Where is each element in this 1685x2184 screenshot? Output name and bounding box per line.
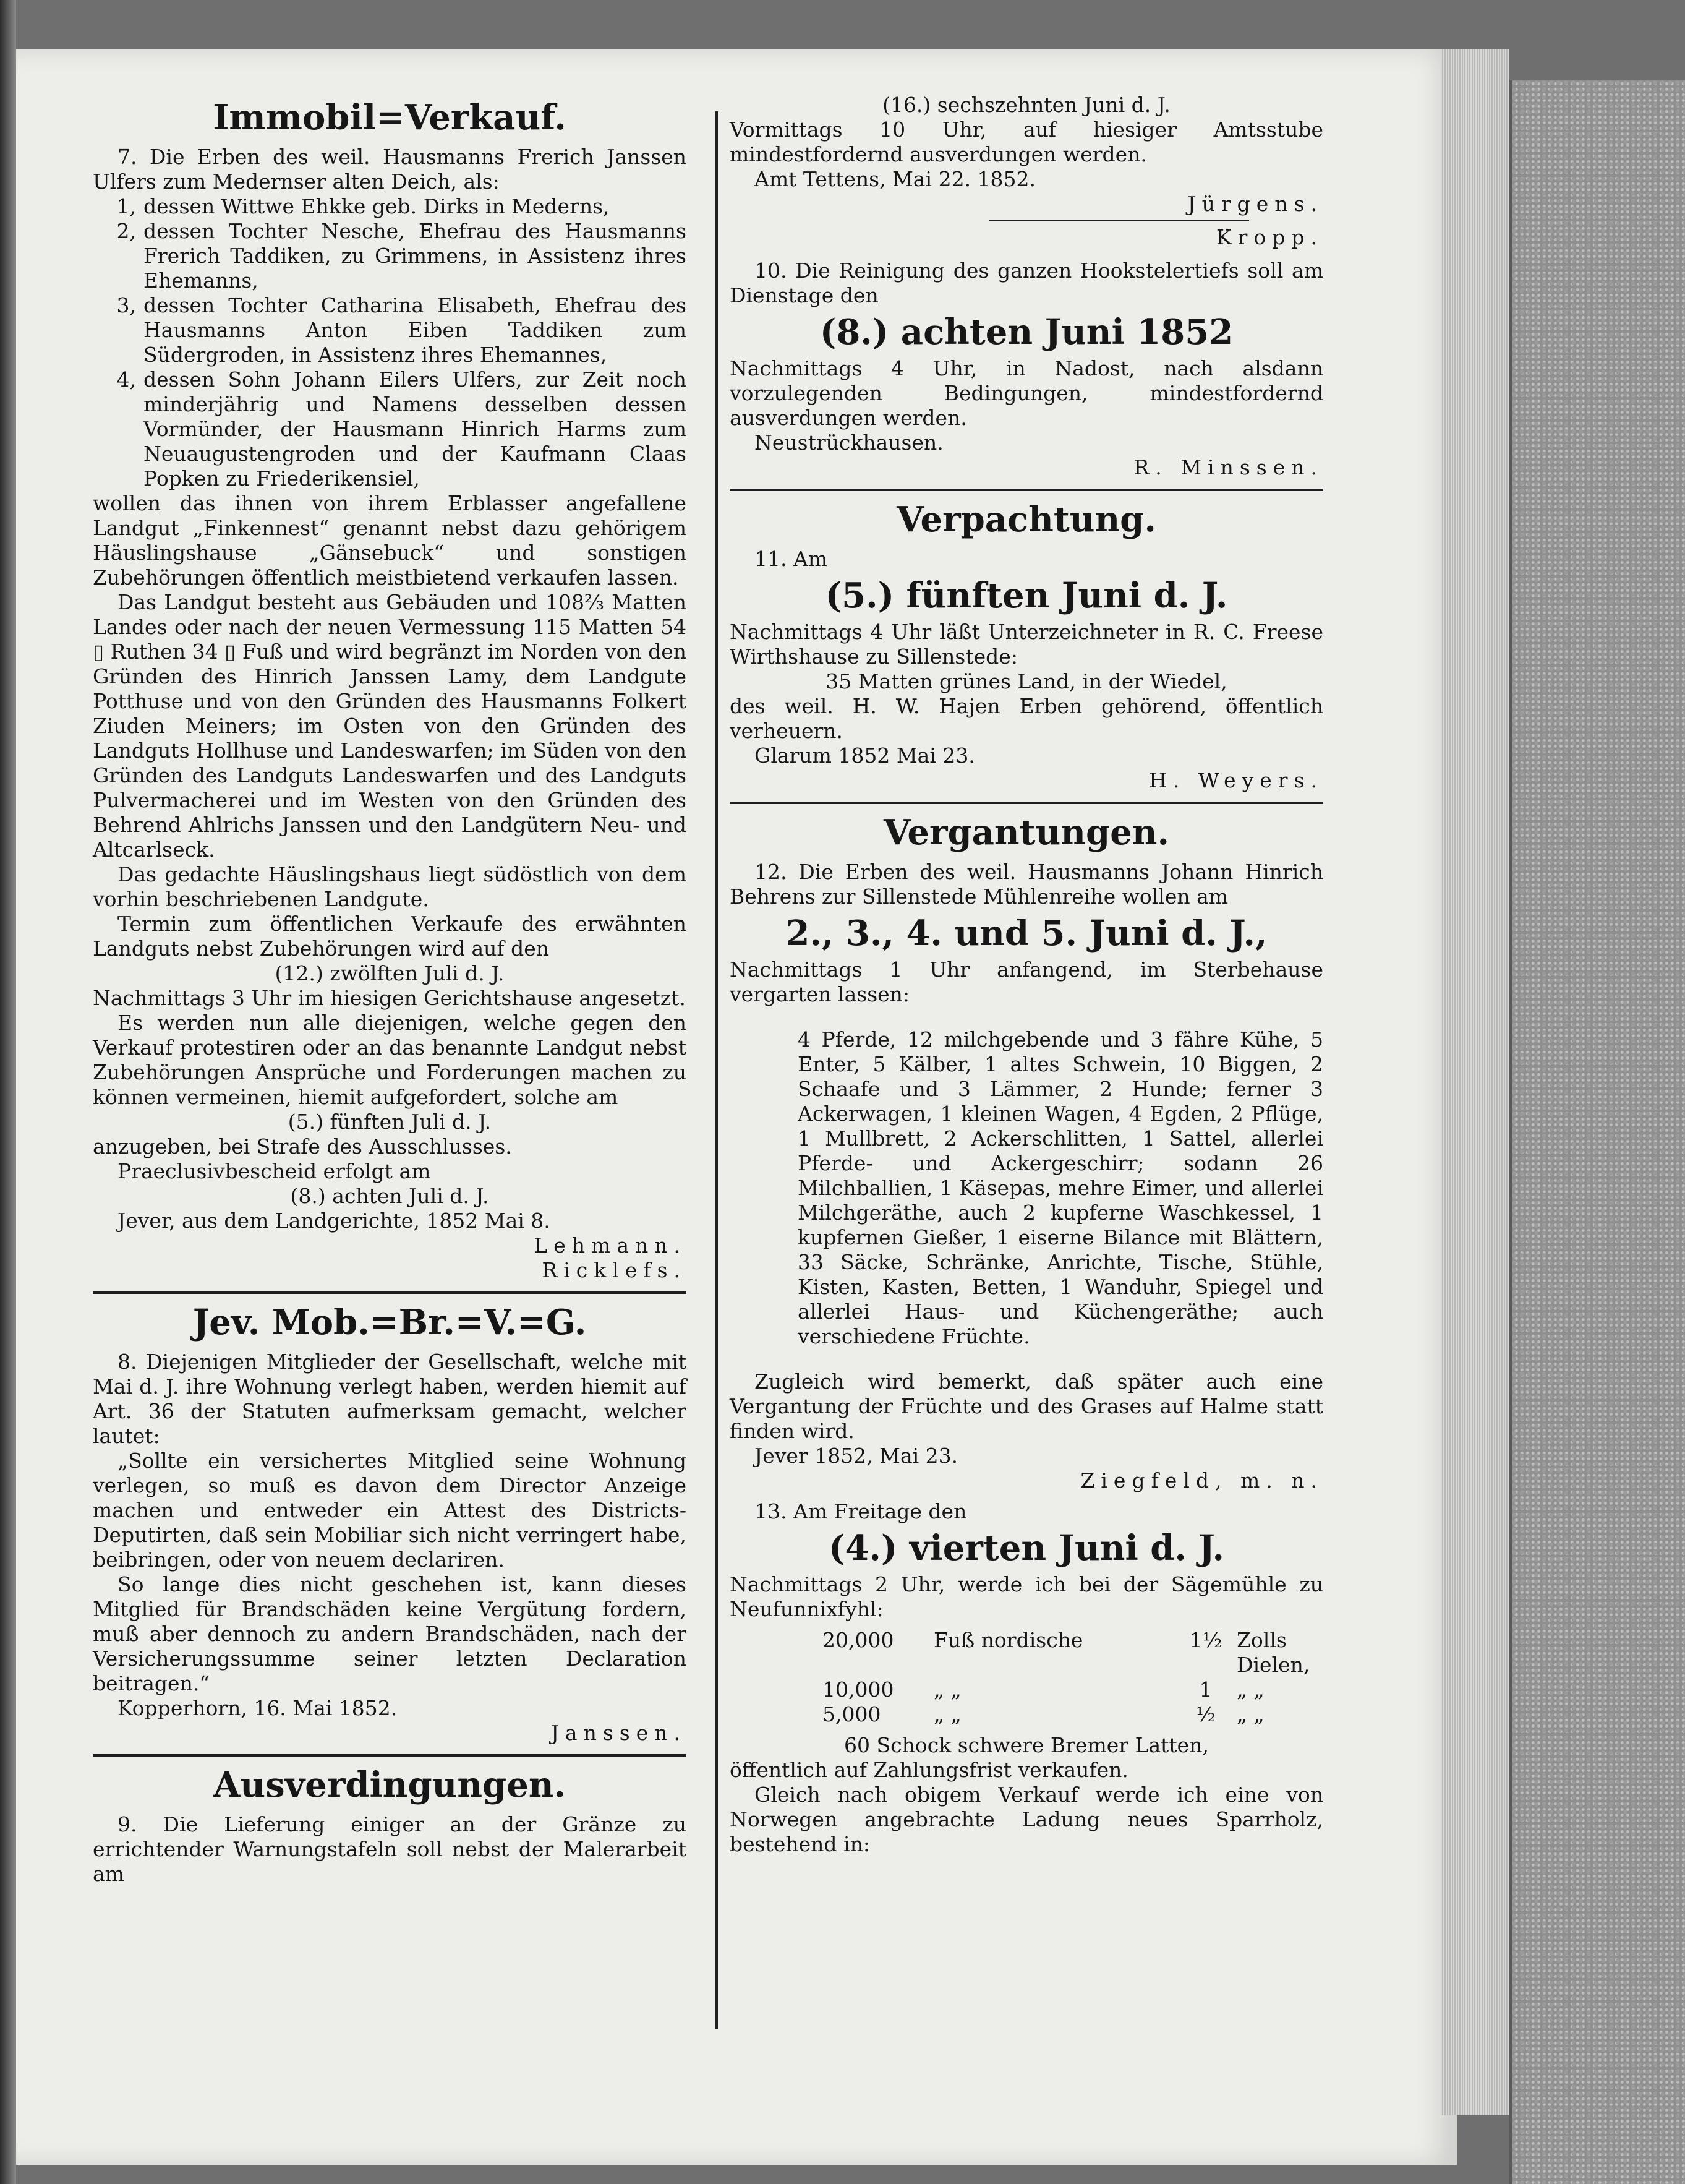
- paragraph: Nachmittags 3 Uhr im hiesigen Gerichtshause angesetzt.: [93, 986, 686, 1010]
- notice-10: 10. Die Reinigung des ganzen Hookstelertiefs soll am Dienstage den: [730, 259, 1323, 307]
- section-rule: [93, 1754, 686, 1757]
- section-rule: [730, 802, 1323, 804]
- paragraph: Das gedachte Häuslingshaus liegt südöstlich von dem vorhin beschriebenen Landgute.: [93, 862, 686, 911]
- table-row: 20,000 Fuß nordische 1½ Zolls Dielen,: [822, 1628, 1310, 1677]
- notice-13: 13. Am Freitage den: [754, 1499, 967, 1523]
- section-heading-vergantungen: Vergantungen.: [884, 812, 1169, 853]
- page-fore-edge: [1441, 49, 1509, 2115]
- place-date: Jever 1852, Mai 23.: [754, 1444, 958, 1468]
- column-divider: [715, 111, 718, 2029]
- list-item: 4, dessen Sohn Johann Eilers Ulfers, zur Zeit noch minderjährig und Namens desselben dessen Vormünder, der Hausmann Hinrich Harms zum Neuaugustengroden und der Kaufmann Claas Popken zu Friederikensiel,: [116, 367, 686, 490]
- list-item: 3, dessen Tochter Catharina Elisabeth, Ehefrau des Hausmanns Anton Eiben Taddiken zum Südergroden, in Assistenz ihres Ehemannes,: [116, 293, 686, 367]
- paragraph: anzugeben, bei Strafe des Ausschlusses.: [93, 1134, 512, 1158]
- signature: Jürgens.: [1187, 192, 1323, 216]
- date-line: (16.) sechszehnten Juni d. J.: [882, 93, 1171, 117]
- paragraph: Nachmittags 2 Uhr, werde ich bei der Sägemühle zu Neufunnixfyhl:: [730, 1572, 1323, 1621]
- left-page-edge: [0, 0, 16, 2184]
- notice-12: 12. Die Erben des weil. Hausmanns Johann Hinrich Behrens zur Sillenstede Mühlenreihe wollen am: [730, 860, 1323, 909]
- notice-7-intro: 7. Die Erben des weil. Hausmanns Frerich Janssen Ulfers zum Medernser alten Deich, als:: [93, 145, 686, 194]
- quote: „Sollte ein versichertes Mitglied seine Wohnung verlegen, so muß es davon dem Director Anzeige machen und entweder ein Attest des Districts-Deputirten, daß sein Mobiliar sich nicht verringert habe, beibringen, oder von neuem declariren.: [93, 1449, 686, 1572]
- marbled-cover-board: [1509, 80, 1685, 2184]
- place-date: Kopperhorn, 16. Mai 1852.: [117, 1696, 398, 1720]
- item-list: 4 Pferde, 12 milchgebende und 3 fähre Kühe, 5 Enter, 5 Kälber, 1 altes Schwein, 10 Biggen, 2 Schaafe und 3 Lämmer, 2 Hunde; ferner 3 Ackerwagen, 1 kleinen Wagen, 4 Egden, 2 Pflüge, 1 Mullbrett, 2 Ackerschlitten, 1 Sattel, allerlei Pferde- und Ackergeschirr; sodann 26 Milchballien, 1 Käsepas, mehre Eimer, und allerlei Milchgeräthe, auch 2 kupferne Waschkessel, 1 kupfernen Gießer, 1 eiserne Bilance mit Blättern, 33 Säcke, Schränke, Anrichte, Tische, Stühle, Kisten, Kasten, Betten, 1 Wanduhr, Spiegel und allerlei Haus- und Küchengeräthe; auch verschiedene Früchte.: [798, 1027, 1323, 1348]
- date-heading: (4.) vierten Juni d. J.: [828, 1528, 1225, 1569]
- paragraph: des weil. H. W. Hajen Erben gehörend, öffentlich verheuern.: [730, 694, 1323, 743]
- table-row: 10,000 „ „ 1 „ „: [822, 1677, 1265, 1702]
- place-date: Amt Tettens, Mai 22. 1852.: [754, 167, 1036, 191]
- quote: So lange dies nicht geschehen ist, kann dieses Mitglied für Brandschäden keine Vergütung fordern, muß aber dennoch zu andern Brandschäden, nach der Versicherungssumme seiner letzten Declaration beitragen.“: [93, 1572, 686, 1695]
- paragraph: Vormittags 10 Uhr, auf hiesiger Amtsstube mindestfordernd ausverdungen werden.: [730, 118, 1323, 166]
- date-heading: 2., 3., 4. und 5. Juni d. J.,: [785, 913, 1268, 954]
- heirs-list: [93, 194, 686, 491]
- place: Neustrückhausen.: [754, 430, 944, 455]
- paragraph: öffentlich auf Zahlungsfrist verkaufen.: [730, 1758, 1128, 1782]
- notice-9: 9. Die Lieferung einiger an der Gränze zu errichtender Warnungstafeln soll nebst der Malerarbeit am: [93, 1812, 686, 1886]
- paragraph: wollen das ihnen von ihrem Erblasser angefallene Landgut „Finkennest“ genannt nebst dazu gehörigem Häuslingshause „Gänsebuck“ und sonstigen Zubehörungen öffentlich meistbietend verkaufen lassen.: [93, 491, 686, 589]
- signature: Ziegfeld, m. n.: [1080, 1468, 1323, 1492]
- signature: Janssen.: [550, 1721, 686, 1745]
- date-line: (5.) fünften Juli d. J.: [288, 1110, 492, 1134]
- signature: R. Minssen.: [1133, 455, 1323, 479]
- date-heading: (5.) fünften Juni d. J.: [825, 575, 1228, 616]
- list-item: 2, dessen Tochter Nesche, Ehefrau des Hausmanns Frerich Taddiken, zu Grimmens, in Assistenz ihres Ehemanns,: [116, 219, 686, 293]
- notice-11: 11. Am: [754, 547, 828, 571]
- notice-8: 8. Diejenigen Mitglieder der Gesellschaft, welche mit Mai d. J. ihre Wohnung verlegt haben, werden hiemit auf Art. 36 der Statuten aufmerksam gemacht, welcher lautet:: [93, 1350, 686, 1448]
- paragraph: 35 Matten grünes Land, in der Wiedel,: [825, 669, 1227, 693]
- timber-table: [822, 1628, 1323, 1727]
- text-columns: [80, 93, 1323, 2047]
- paragraph: Praeclusivbescheid erfolgt am: [117, 1159, 431, 1183]
- paragraph: Nachmittags 4 Uhr läßt Unterzeichneter in R. C. Freese Wirthshause zu Sillenstede:: [730, 620, 1323, 669]
- section-heading-immobil: Immobil=Verkauf.: [213, 97, 566, 138]
- paragraph: Zugleich wird bemerkt, daß später auch eine Vergantung der Früchte und des Grases auf Halme statt finden wird.: [730, 1369, 1323, 1443]
- place-date: Jever, aus dem Landgerichte, 1852 Mai 8.: [117, 1209, 550, 1233]
- signature: H. Weyers.: [1149, 768, 1323, 792]
- place-date: Glarum 1852 Mai 23.: [754, 743, 975, 768]
- signature: Lehmann.: [534, 1233, 686, 1257]
- section-heading-ausverdingungen: Ausverdingungen.: [213, 1765, 566, 1805]
- paragraph: Es werden nun alle diejenigen, welche gegen den Verkauf protestiren oder an das benannte Landgut nebst Zubehörungen Ansprüche und Forderungen machen zu können vermeinen, hiemit aufgefordert, solche am: [93, 1011, 686, 1109]
- paragraph: Termin zum öffentlichen Verkaufe des erwähnten Landguts nebst Zubehörungen wird auf den: [93, 912, 686, 961]
- signature: Kropp.: [1216, 225, 1323, 249]
- section-rule: [93, 1291, 686, 1294]
- paragraph: Das Landgut besteht aus Gebäuden und 108⅔ Matten Landes oder nach der neuen Vermessung 115 Matten 54 ▯ Ruthen 34 ▯ Fuß und wird begränzt im Norden von den Gründen des Hinrich Janssen Lamy, dem Landgute Potthuse und von den Gründen des Hausmanns Folkert Ziuden Meiners; im Osten von den Gründen des Landguts Hollhuse und Landeswarfen; im Süden von den Gründen des Landguts Landeswarfen und des Landguts Pulvermacherei und im Westen von den Gründen des Behrend Ahlrichs Janssen und den Landgütern Neu- und Altcarlseck.: [93, 590, 686, 862]
- paragraph: Gleich nach obigem Verkauf werde ich eine von Norwegen angebrachte Ladung neues Sparrholz, bestehend in:: [730, 1783, 1323, 1856]
- table-row: 5,000 „ „ ½ „ „: [822, 1702, 1265, 1726]
- date-heading: (8.) achten Juni 1852: [819, 312, 1234, 353]
- signature: Ricklefs.: [542, 1258, 686, 1282]
- date-line: (12.) zwölften Juli d. J.: [275, 961, 505, 985]
- section-heading-verpachtung: Verpachtung.: [897, 499, 1156, 540]
- paragraph: Nachmittags 1 Uhr anfangend, im Sterbehause vergarten lassen:: [730, 957, 1323, 1006]
- date-line: (8.) achten Juli d. J.: [290, 1184, 489, 1208]
- paragraph: 60 Schock schwere Bremer Latten,: [844, 1733, 1209, 1757]
- section-heading-jev: Jev. Mob.=Br.=V.=G.: [192, 1302, 587, 1343]
- left-column: [93, 93, 686, 1886]
- section-rule: [730, 489, 1323, 491]
- list-item: 1, dessen Wittwe Ehkke geb. Dirks in Mederns,: [116, 194, 610, 218]
- paragraph: Nachmittags 4 Uhr, in Nadost, nach alsdann vorzulegenden Bedingungen, mindestfordernd ausverdungen werden.: [730, 356, 1323, 430]
- signature-rule: [989, 220, 1249, 221]
- right-column: [730, 93, 1323, 1857]
